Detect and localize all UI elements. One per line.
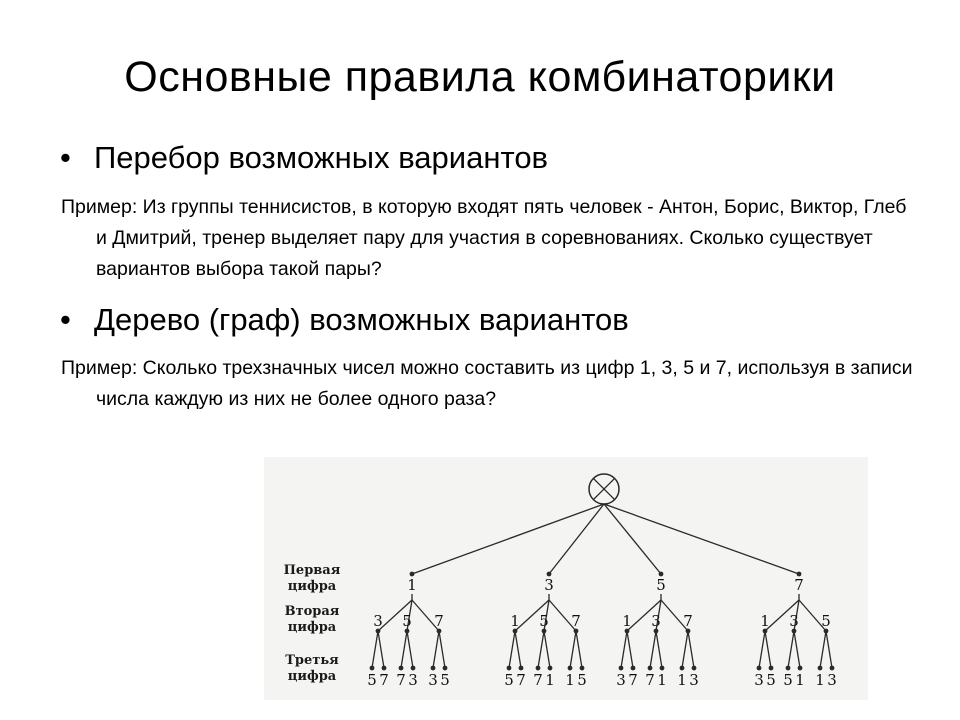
tree-edge: [656, 631, 662, 668]
tree-digit-label: 1: [815, 671, 825, 689]
tree-node-dot: [519, 666, 524, 671]
tree-digit-label: 7: [645, 671, 655, 689]
tree-edge: [788, 631, 794, 668]
tree-node-dot: [769, 666, 774, 671]
tree-edge: [538, 631, 544, 668]
tree-node-dot: [818, 666, 823, 671]
tree-node-dot: [830, 666, 835, 671]
tree-digit-label: 5: [656, 576, 666, 594]
row-label-line: Третья: [285, 653, 339, 668]
tree-digit-label: 1: [657, 671, 667, 689]
tree-edge: [820, 631, 826, 668]
tree-node-dot: [580, 666, 585, 671]
tree-edge: [576, 631, 582, 668]
tree-edge: [650, 631, 656, 668]
tree-digit-label: 1: [565, 671, 575, 689]
tree-digit-label: 3: [651, 612, 661, 630]
tree-node-dot: [568, 666, 573, 671]
row-label-second-digit: [276, 604, 348, 636]
tree-edge: [682, 631, 688, 668]
bullet-heading-tree: [60, 300, 629, 340]
tree-node-dot: [798, 666, 803, 671]
tree-node-dot: [548, 666, 553, 671]
tree-digit-label: 3: [428, 671, 438, 689]
bullet-dot: •: [60, 302, 71, 337]
row-label-line: Вторая: [284, 604, 340, 619]
slide-title: Основные правила комбинаторики: [124, 53, 836, 101]
tree-digit-label: 3: [689, 671, 699, 689]
tree-edge: [401, 631, 407, 668]
example-paragraph-tennis: Пример: Из группы теннисистов, в которую входят пять человек - Антон, Борис, Виктор, Глеб и Дмитрий, тренер выделяет пару для участия в соревнованиях. Сколько существует вариантов выбора такой пары?: [61, 196, 907, 280]
tree-node-dot: [536, 666, 541, 671]
tree-edge: [544, 631, 550, 668]
tree-edge: [621, 631, 627, 668]
tree-digit-label: 3: [616, 671, 626, 689]
tree-edge: [372, 631, 378, 668]
tree-edge: [433, 631, 439, 668]
tree-digit-label: 1: [622, 612, 632, 630]
tree-node-dot: [399, 666, 404, 671]
tree-edge: [688, 631, 694, 668]
bullet-heading-text: Дерево (граф) возможных вариантов: [94, 302, 629, 337]
tree-digit-label: 1: [677, 671, 687, 689]
tree-digit-label: 1: [510, 612, 520, 630]
tree-edge: [794, 631, 800, 668]
tree-node-dot: [411, 666, 416, 671]
tree-node-dot: [619, 666, 624, 671]
tree-node-dot: [443, 666, 448, 671]
tree-digit-label: 7: [533, 671, 543, 689]
tree-edge: [378, 631, 384, 668]
row-label-line: цифра: [287, 579, 337, 594]
row-label-first-digit: [276, 563, 348, 595]
tree-node-dot: [786, 666, 791, 671]
tree-digit-label: 5: [577, 671, 587, 689]
tree-edge: [826, 631, 832, 668]
tree-edge: [759, 631, 765, 668]
tree-node-dot: [370, 666, 375, 671]
tree-edge: [439, 631, 445, 668]
tree-edge: [765, 631, 771, 668]
tree-node-dot: [680, 666, 685, 671]
tree-edge: [570, 631, 576, 668]
tree-edge: [412, 504, 604, 574]
tree-digit-label: 5: [539, 612, 549, 630]
bullet-dot: •: [60, 140, 71, 175]
tree-digit-label: 5: [821, 612, 831, 630]
row-label-line: цифра: [287, 669, 337, 684]
tree-node-dot: [507, 666, 512, 671]
tree-node-dot: [757, 666, 762, 671]
tree-figure: [264, 457, 868, 700]
tree-digit-label: 1: [407, 576, 417, 594]
tree-digit-label: 1: [760, 612, 770, 630]
tree-digit-label: 1: [545, 671, 555, 689]
tree-digit-label: 5: [367, 671, 377, 689]
tree-edge: [407, 631, 413, 668]
tree-digit-label: 3: [827, 671, 837, 689]
tree-digit-label: 3: [754, 671, 764, 689]
tree-digit-label: 5: [440, 671, 450, 689]
row-label-line: Первая: [283, 563, 341, 578]
tree-digit-label: 7: [628, 671, 638, 689]
tree-digit-label: 7: [794, 576, 804, 594]
tree-digit-label: 7: [516, 671, 526, 689]
row-label-line: цифра: [287, 620, 337, 635]
tree-node-dot: [431, 666, 436, 671]
tree-diagram: [264, 457, 868, 700]
tree-digit-label: 5: [402, 612, 412, 630]
tree-digit-label: 5: [504, 671, 514, 689]
tree-digit-label: 7: [434, 612, 444, 630]
tree-digit-label: 3: [408, 671, 418, 689]
tree-digit-label: 3: [789, 612, 799, 630]
row-label-third-digit: [276, 653, 348, 685]
tree-node-dot: [692, 666, 697, 671]
tree-digit-label: 7: [683, 612, 693, 630]
tree-digit-label: 7: [571, 612, 581, 630]
tree-digit-label: 3: [544, 576, 554, 594]
tree-edge: [515, 631, 521, 668]
example-paragraph-digits: Пример: Сколько трехзначных чисел можно составить из цифр 1, 3, 5 и 7, используя в записи числа каждую из них не более одного раза?: [61, 357, 913, 410]
tree-node-dot: [660, 666, 665, 671]
tree-digit-label: 7: [379, 671, 389, 689]
bullet-heading-text: Перебор возможных вариантов: [94, 140, 549, 175]
tree-digit-label: 1: [795, 671, 805, 689]
tree-digit-label: 5: [783, 671, 793, 689]
tree-node-dot: [382, 666, 387, 671]
tree-digit-label: 5: [766, 671, 776, 689]
tree-node-dot: [631, 666, 636, 671]
bullet-heading-enumeration: [60, 138, 548, 178]
tree-node-dot: [648, 666, 653, 671]
tree-edge: [509, 631, 515, 668]
tree-digit-label: 3: [373, 612, 383, 630]
tree-digit-label: 7: [396, 671, 406, 689]
tree-edge: [627, 631, 633, 668]
